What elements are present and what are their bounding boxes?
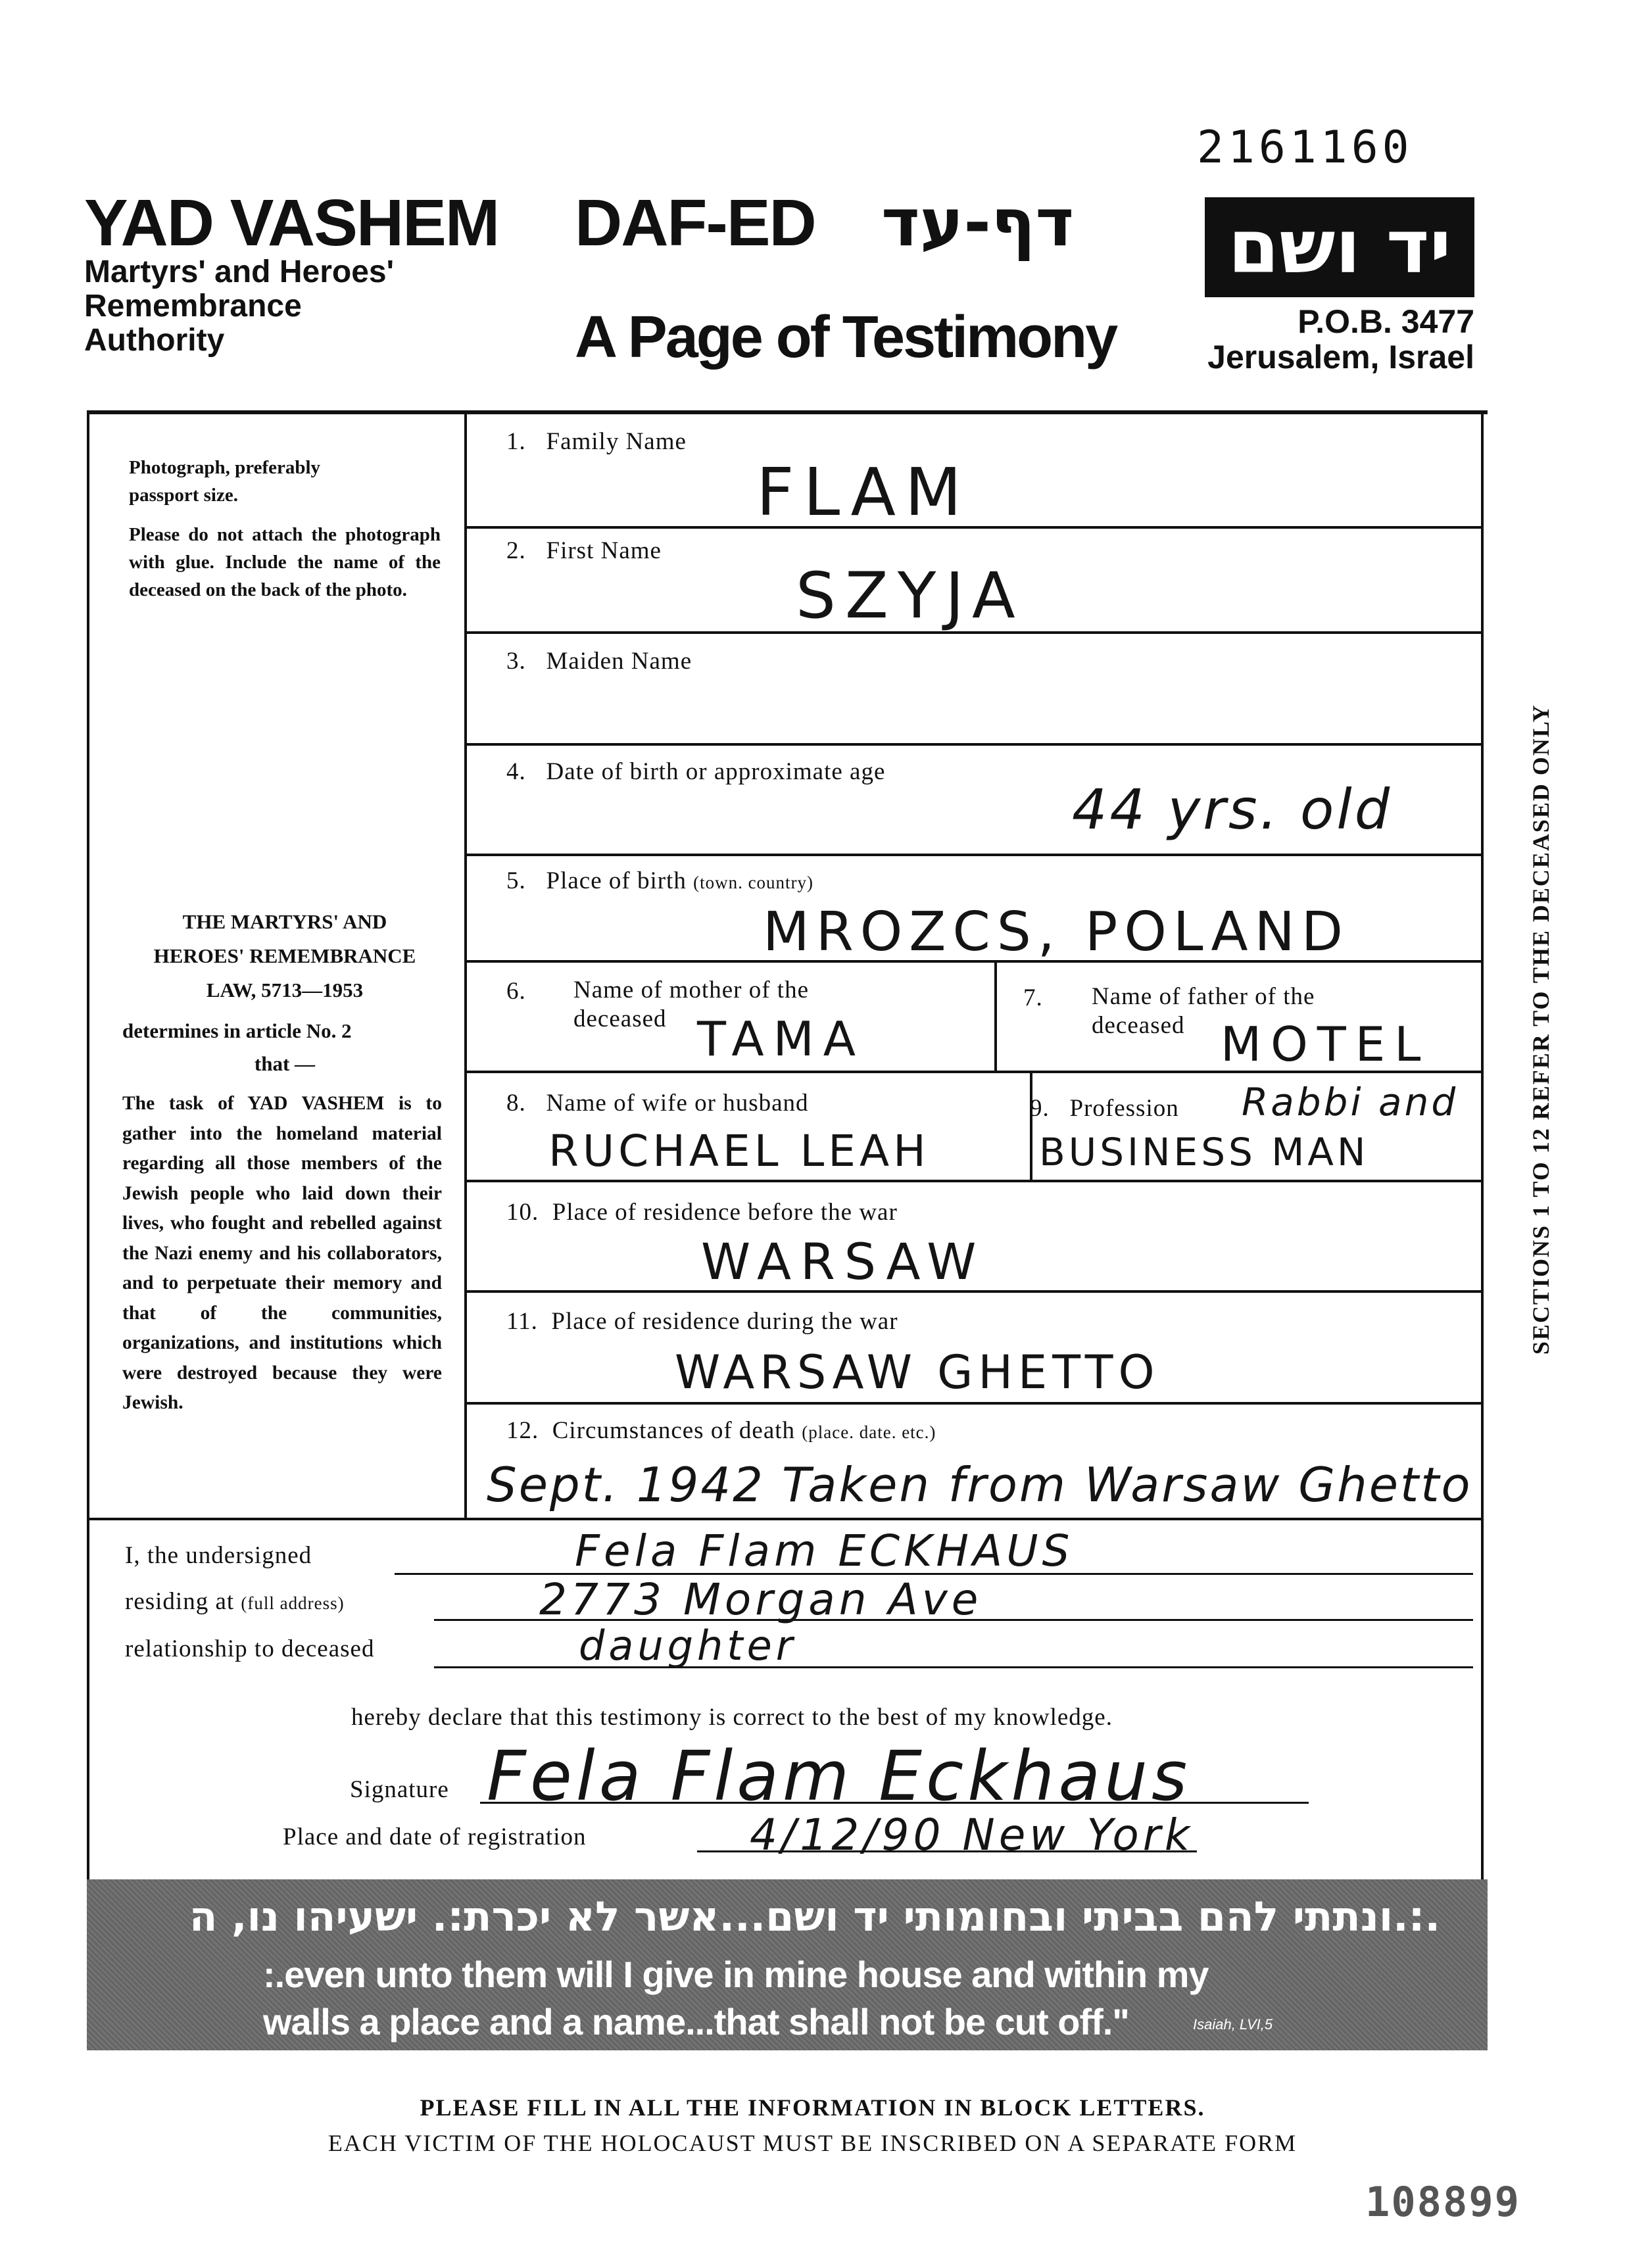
form-name-hebrew: דף-עד <box>881 184 1075 261</box>
field-1-num: 1. <box>506 428 526 455</box>
postal-address <box>1205 304 1474 375</box>
address-line-1: P.O.B. 3477 <box>1298 303 1474 340</box>
field-8-num: 8. <box>506 1090 526 1117</box>
law-title-line-2: HEROES' REMEMBRANCE <box>153 944 416 967</box>
field-9-num: 9. <box>1030 1095 1050 1122</box>
field-8-label <box>506 1089 809 1117</box>
residence-during-war-value[interactable]: WARSAW GHETTO <box>675 1345 1160 1399</box>
column-divider-6-7 <box>994 960 997 1071</box>
row-line-7 <box>464 1180 1481 1182</box>
undersigned-label: I, the undersigned <box>125 1542 312 1569</box>
form-left-border <box>87 410 89 1879</box>
father-name-value[interactable]: MOTEL <box>1221 1017 1430 1072</box>
registration-label: Place and date of registration <box>283 1823 587 1850</box>
photo-line-2: passport size. <box>129 485 238 506</box>
registration-value[interactable]: 4/12/90 New York <box>750 1810 1194 1860</box>
field-10-label <box>506 1198 898 1226</box>
law-title <box>122 905 447 1007</box>
field-12-num: 12. <box>506 1417 539 1444</box>
circumstances-of-death-value[interactable]: Sept. 1942 Taken from Warsaw Ghetto <box>487 1457 1472 1512</box>
footer-instruction-2: EACH VICTIM OF THE HOLOCAUST MUST BE INSCRIBED ON A SEPARATE FORM <box>327 2130 1298 2156</box>
profession-value-line-2[interactable]: BUSINESS MAN <box>1039 1130 1369 1174</box>
field-1-label <box>506 427 687 456</box>
field-9-text: Profession <box>1069 1095 1179 1122</box>
field-6-num: 6. <box>506 978 526 1005</box>
field-5-num: 5. <box>506 867 526 894</box>
profession-value-line-1[interactable]: Rabbi and <box>1242 1080 1459 1124</box>
row-line-4 <box>464 854 1481 856</box>
yad-vashem-logo <box>1205 197 1474 297</box>
side-note-text: SECTIONS 1 TO 12 REFER TO THE DECEASED ONLY <box>1528 704 1554 1355</box>
field-11-num: 11. <box>506 1308 538 1335</box>
field-3-label <box>506 647 692 675</box>
address-line-2: Jerusalem, Israel <box>1207 339 1474 375</box>
field-12-note: (place. date. etc.) <box>802 1422 936 1442</box>
mother-name-value[interactable]: TAMA <box>697 1011 865 1067</box>
row-line-3 <box>464 743 1481 746</box>
law-determines: determines in article No. 2 <box>122 1019 352 1042</box>
field-5-text: Place of birth <box>546 867 687 894</box>
law-title-line-3: LAW, 5713—1953 <box>206 978 364 1001</box>
footer-instruction-1: PLEASE FILL IN ALL THE INFORMATION IN BLOCK LETTERS. <box>420 2094 1205 2121</box>
undersigned-value[interactable]: Fela Flam ECKHAUS <box>575 1526 1074 1576</box>
form-right-border <box>1481 410 1484 1879</box>
spouse-name-value[interactable]: RUCHAEL LEAH <box>548 1126 930 1176</box>
family-name-value[interactable]: FLAM <box>756 454 971 531</box>
field-11-text: Place of residence during the war <box>551 1308 898 1335</box>
column-divider-8-9 <box>1030 1071 1032 1180</box>
org-name: YAD VASHEM <box>84 186 499 260</box>
field-1-text: Family Name <box>546 428 687 455</box>
field-12-label <box>506 1416 936 1445</box>
field-4-text: Date of birth or approximate age <box>546 758 886 785</box>
law-title-line-1: THE MARTYRS' AND <box>182 910 387 933</box>
org-subtitle: Martyrs' and Heroes' Remembrance Authority <box>84 254 394 358</box>
left-panel-divider <box>464 410 467 1519</box>
field-11-label <box>506 1307 898 1336</box>
banner-quote-line-1: :.even unto them will I give in mine house and within my <box>263 1954 1209 1995</box>
declaration-statement: hereby declare that this testimony is correct to the best of my knowledge. <box>351 1704 1113 1731</box>
age-value[interactable]: 44 yrs. old <box>1072 777 1393 842</box>
signature-value[interactable]: Fela Flam Eckhaus <box>487 1736 1192 1816</box>
residence-before-war-value[interactable]: WARSAW <box>701 1232 986 1291</box>
field-7-num: 7. <box>1023 984 1043 1011</box>
field-4-num: 4. <box>506 758 526 785</box>
relationship-value[interactable]: daughter <box>579 1622 797 1670</box>
document-number: 2161160 <box>1197 122 1413 174</box>
field-5-note: (town. country) <box>693 873 814 892</box>
field-6-line-2: deceased <box>573 1005 667 1032</box>
field-10-text: Place of residence before the war <box>552 1199 898 1226</box>
banner-hebrew-quote: .:.ונתתי להם בביתי ובחומותי יד ושם...אשר לא יכרת:. ישעיהו נו, ה <box>189 1893 1440 1941</box>
form-top-border <box>87 410 1488 414</box>
field-2-label <box>506 537 662 565</box>
field-9-label <box>1030 1094 1179 1122</box>
form-title: A Page of Testimony <box>575 304 1117 370</box>
field-6-line-1: Name of mother of the <box>573 977 809 1003</box>
row-line-9 <box>464 1402 1481 1405</box>
banner-reference: Isaiah, LVI,5 <box>1193 2016 1273 2033</box>
place-of-birth-value[interactable]: MROZCS, POLAND <box>763 901 1350 963</box>
photo-instruction-text: Please do not attach the photograph with glue. Include the name of the deceased on the back of the photo. <box>129 524 441 600</box>
field-2-text: First Name <box>546 537 662 564</box>
photo-line-1: Photograph, preferably <box>129 457 321 478</box>
residing-note: (full address) <box>241 1593 345 1613</box>
field-3-text: Maiden Name <box>546 648 692 675</box>
residing-value[interactable]: 2773 Morgan Ave <box>539 1574 982 1625</box>
field-2-num: 2. <box>506 537 526 564</box>
form-name: DAF-ED <box>575 186 815 260</box>
law-body-text: The task of YAD VASHEM is to gather into the homeland material regarding all those members of the Jewish people who laid down their lives, who fought and rebelled against the Nazi enemy and his collaborators, and to perpetuate their memory and that of the communities, organizations, and institutions which were destroyed because they were Jewish. <box>122 1093 442 1413</box>
section-divider <box>87 1518 1484 1520</box>
signature-label: Signature <box>350 1776 449 1803</box>
field-4-label <box>506 758 885 786</box>
field-7-line-1: Name of father of the <box>1092 983 1315 1010</box>
law-that: that — <box>254 1052 316 1075</box>
first-name-value[interactable]: SZYJA <box>796 559 1025 633</box>
residing-text: residing at <box>125 1588 235 1615</box>
row-line-1 <box>464 526 1481 529</box>
field-8-text: Name of wife or husband <box>546 1090 809 1117</box>
banner-quote-line-2: walls a place and a name...that shall not be cut off." <box>263 2001 1129 2042</box>
residing-label <box>125 1587 345 1616</box>
field-5-label <box>506 867 813 895</box>
field-3-num: 3. <box>506 648 526 675</box>
relationship-label: relationship to deceased <box>125 1635 375 1662</box>
logo-text: יד ושם <box>1228 205 1451 290</box>
field-12-text: Circumstances of death <box>552 1417 796 1444</box>
field-10-num: 10. <box>506 1199 539 1226</box>
photo-instructions <box>129 454 441 604</box>
field-7-line-2: deceased <box>1092 1012 1185 1039</box>
archive-stamp-number: 108899 <box>1365 2178 1520 2226</box>
